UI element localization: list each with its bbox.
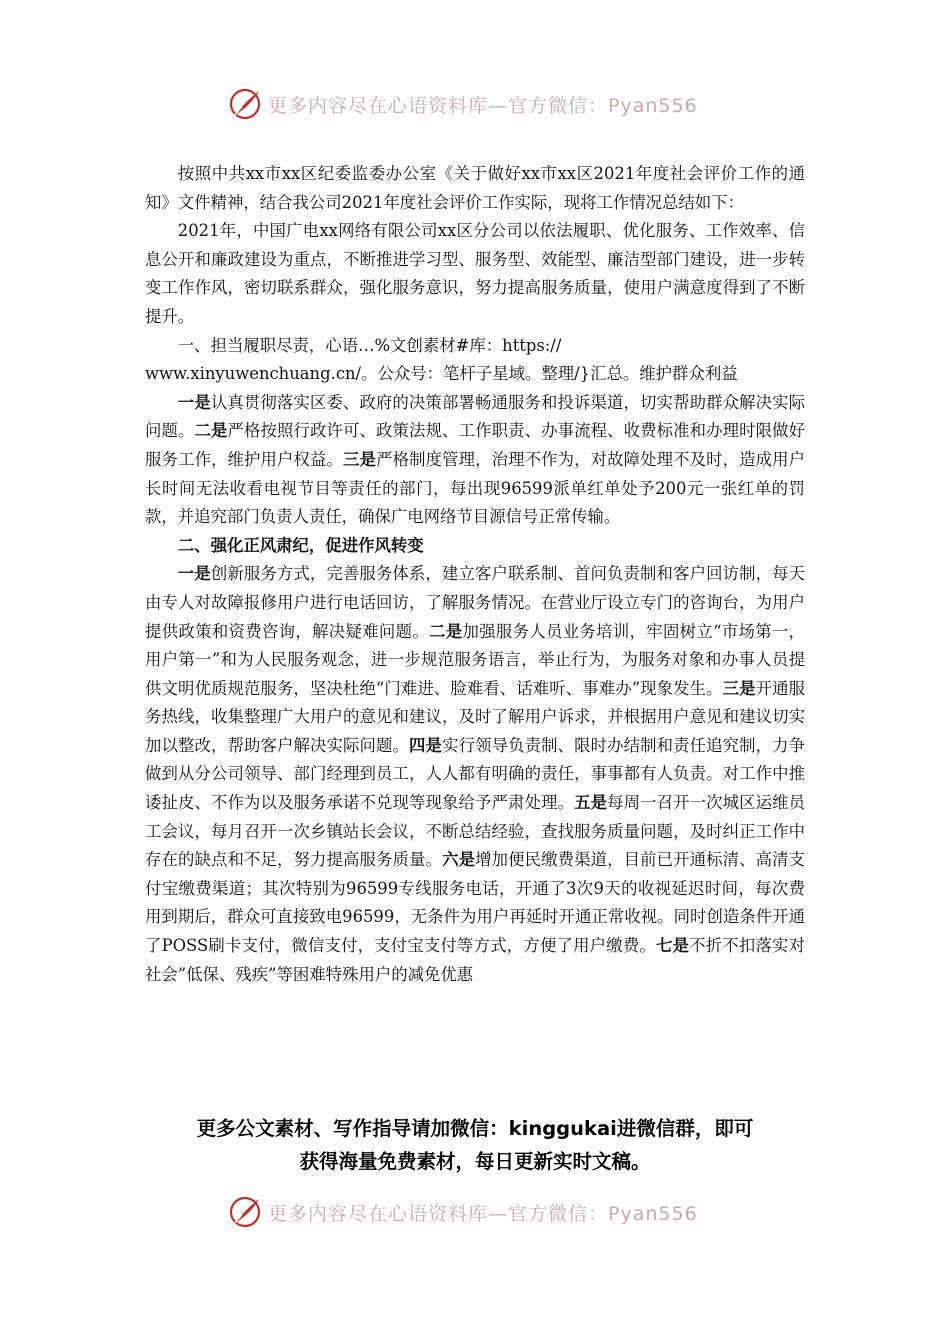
promo-banner — [120, 1112, 830, 1178]
promo-line-1: 更多公文素材、写作指导请加微信：kinggukai进微信群，即可 — [196, 1117, 754, 1140]
quill-logo-icon — [228, 87, 262, 121]
watermark-footer — [0, 1192, 950, 1232]
point-marker: 五是 — [574, 793, 608, 813]
point-marker: 二是 — [429, 621, 463, 641]
point-marker: 一是 — [177, 392, 211, 412]
overview-paragraph: 2021年，中国广电xx网络有限公司xx区分公司以依法履职、优化服务、工作效率、信息公开和廉政建设为重点，不断推进学习型、服务型、效能型、廉洁型部门建设，进一步转变工作作风，密切联系群众，强化服务意识，努力提高服务质量，使用户满意度得到了不断提升。 — [145, 221, 805, 326]
point-marker: 一是 — [177, 564, 211, 584]
document-body — [145, 160, 805, 989]
point-marker: 三是 — [722, 678, 756, 698]
point-marker: 六是 — [442, 850, 476, 870]
point-marker: 七是 — [655, 936, 690, 956]
section2-heading: 二、强化正风肃纪，促进作风转变 — [177, 535, 424, 555]
promo-line-2: 获得海量免费素材，每日更新实时文稿。 — [299, 1150, 651, 1173]
watermark-header — [0, 84, 950, 124]
point-marker: 三是 — [343, 449, 377, 469]
watermark-text: 更多内容尽在心语资料库—官方微信：Pyan556 — [268, 1202, 698, 1225]
point-marker: 四是 — [409, 735, 443, 755]
quill-logo-icon — [228, 1195, 262, 1229]
section1-paragraph: 一是认真贯彻落实区委、政府的决策部署畅通服务和投诉渠道，切实帮助群众解决实际问题。二是严格按照行政许可、政策法规、工作职责、办事流程、收费标准和办理时限做好服务工作，维护用户权益。三是严格制度管理，治理不作为，对故障处理不及时，造成用户长时间无法收看电视节目等责任的部门，每出现96599派单红单处予200元一张红单的罚款，并追究部门负责人责任，确保广电网络节目源信号正常传输。 — [145, 392, 806, 527]
section1-heading: 一、担当履职尽责，心语…%文创素材#库：https:// — [177, 335, 562, 355]
watermark-text: 更多内容尽在心语资料库—官方微信：Pyan556 — [268, 94, 698, 117]
section2-paragraph: 一是创新服务方式，完善服务体系，建立客户联系制、首问负责制和客户回访制，每天由专人对故障报修用户进行电话回访，了解服务情况。在营业厅设立专门的咨询台，为用户提供政策和资费咨询，解决疑难问题。二是加强服务人员业务培训，牢固树立“市场第一，用户第一”和为人民服务观念，进一步规范服务语言，举止行为，为服务对象和办事人员提供文明优质规范服务，坚决杜绝“门难进、脸难看、话难听、事难办”现象发生。三是开通服务热线，收集整理广大用户的意见和建议，及时了解用户诉求，并根据用户意见和建议切实加以整改，帮助客户解决实际问题。四是实行领导负责制、限时办结制和责任追究制，力争做到从分公司领导、部门经理到员工，人人都有明确的责任，事事都有人负责。对工作中推诿扯皮、不作为以及服务承诺不兑现等现象给予严肃处理。五是每周一召开一次城区运维员工会议，每月召开一次乡镇站长会议，不断总结经验，查找服务质量问题，及时纠正工作中存在的缺点和不足，努力提高服务质量。六是增加便民缴费渠道，目前已开通标清、高清支付宝缴费渠道；其次特别为96599专线服务电话，开通了3次9天的收视延迟时间，每次费用到期后，群众可直接致电96599，无条件为用户再延时开通正常收视。同时创造条件开通了POSS刷卡支付，微信支付，支付宝支付等方式，方便了用户缴费。七是不折不扣落实对社会”低保、残疾”等困难特殊用户的减免优惠 — [145, 564, 806, 984]
section1-heading-continued: www.xinyuwenchuang.cn/。公众号：笔杆子星域。整理/}汇总。维护群众利益 — [145, 364, 738, 384]
intro-paragraph: 按照中共xx市xx区纪委监委办公室《关于做好xx市xx区2021年度社会评价工作的通知》文件精神，结合我公司2021年度社会评价工作实际，现将工作情况总结如下： — [145, 164, 805, 212]
point-marker: 二是 — [194, 421, 228, 441]
